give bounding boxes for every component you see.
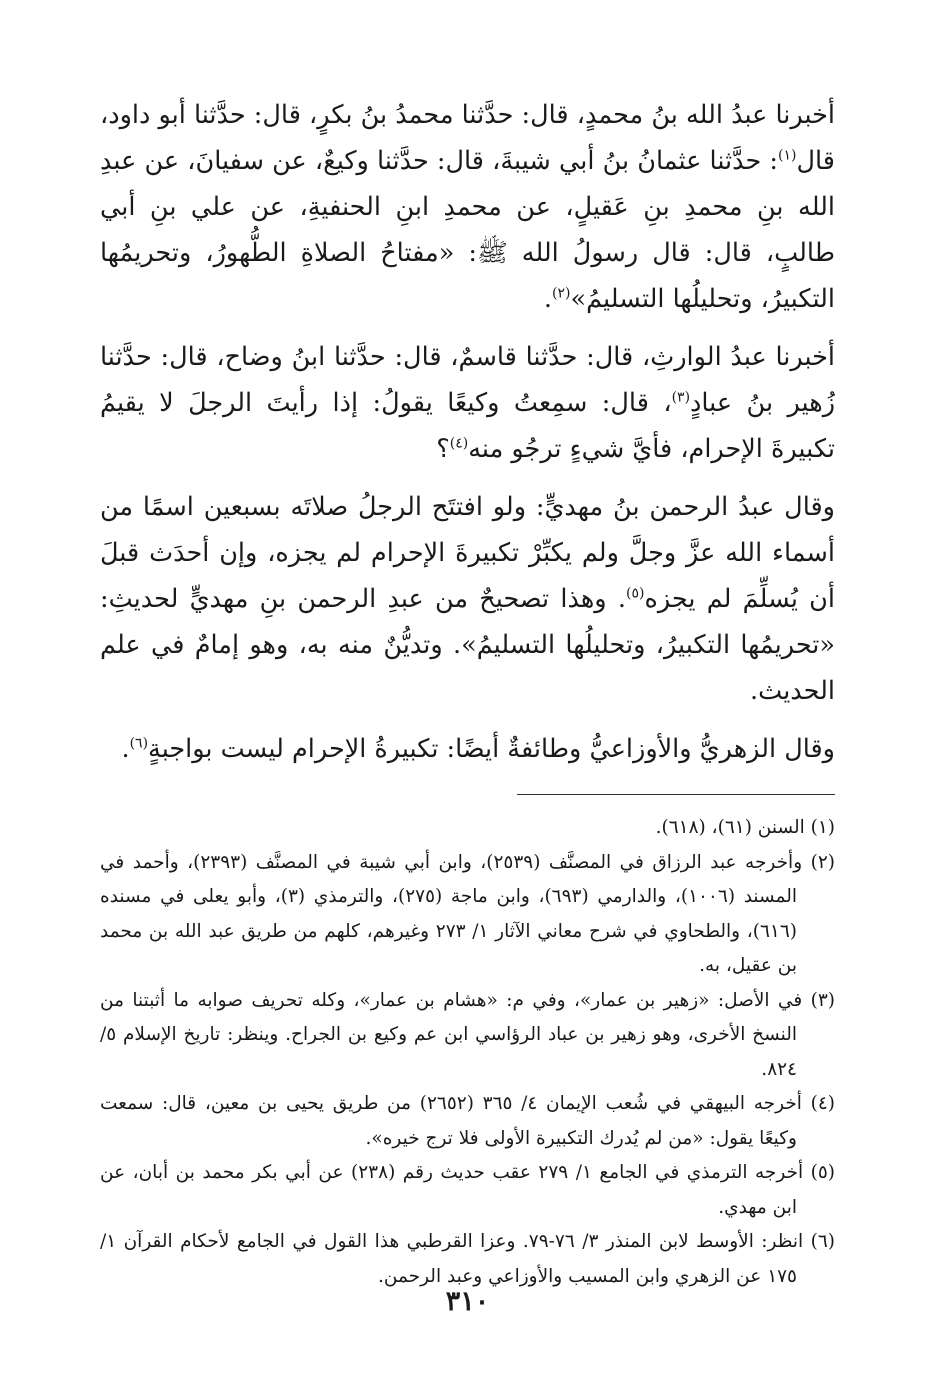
footnote-divider [517,794,835,795]
paragraph-3: وقال عبدُ الرحمن بنُ مهديٍّ: ولو افتتَح الرجلُ صلاتَه بسبعين اسمًا من أسماء الله عزَّ وجلَّ ولم يكبِّرْ تكبيرةَ الإحرام لم يجزه، وإن أحدَث قبلَ أن يُسلِّمَ لم يجزه$^{(٥)}$. وهذا تصحيحٌ من عبدِ الرحمن بنِ مهديٍّ لحديثِ: «تحريمُها التكبيرُ، وتحليلُها التسليمُ». وتديُّنٌ منه به، وهو إمامٌ في علم الحديث. [100,492,835,706]
footnote-3: (٣) في الأصل: «زهير بن عمار»، وفي م: «هشام بن عمار»، وكله تحريف صوابه ما أثبتنا من النسخ الأخرى، وهو زهير بن عباد الرؤاسي ابن عم وكيع بن الجراح. وينظر: تاريخ الإسلام ٥/ ٨٢٤. [100,989,835,1080]
footnote-ref-2: (٢) [552,285,571,302]
footnote-ref-5: (٥) [625,585,645,602]
main-text [100,92,835,772]
footnote-ref-6: (٦) [129,735,149,752]
footnote-1: (١) السنن (٦١)، (٦١٨). [655,817,835,838]
footnote-6: (٦) انظر: الأوسط لابن المنذر ٣/ ٧٦-٧٩. وعزا القرطبي هذا القول في الجامع لأحكام القرآن ١/ ١٧٥ عن الزهري وابن المسيب والأوزاعي وعبد الرحمن. [100,1231,835,1287]
paragraph-1: أخبرنا عبدُ الله بنُ محمدٍ، قال: حدَّثنا محمدُ بنُ بكرٍ، قال: حدَّثنا أبو داود، قال$^{(١)}$: حدَّثنا عثمانُ بنُ أبي شيبةَ، قال: حدَّثنا وكيعٌ، عن سفيانَ، عن عبدِ الله بنِ محمدِ بنِ عَقيلٍ، عن محمدِ ابنِ الحنفيةِ، عن علي بنِ أبي طالبٍ، قال: قال رسولُ الله ﷺ: «مفتاحُ الصلاةِ الطُّهورُ، وتحريمُها التكبيرُ، وتحليلُها التسليمُ»$^{(٢)}$. [100,100,835,314]
paragraph-2: أخبرنا عبدُ الوارثِ، قال: حدَّثنا قاسمٌ، قال: حدَّثنا ابنُ وضاح، قال: حدَّثنا زُهير بنُ عبادٍ$^{(٣)}$، قال: سمِعتُ وكيعًا يقولُ: إذا رأيتَ الرجلَ لا يقيمُ تكبيرةَ الإحرام، فأيَّ شيءٍ ترجُو منه$^{(٤)}$؟ [100,342,836,464]
footnote-5: (٥) أخرجه الترمذي في الجامع ١/ ٢٧٩ عقب حديث رقم (٢٣٨) عن أبي بكر محمد بن أبان، عن ابن مهدي. [100,1162,836,1218]
footnote-ref-1: (١) [778,147,797,164]
footnote-ref-3: (٣) [671,389,691,406]
paragraph-4: وقال الزهريُّ والأوزاعيُّ وطائفةٌ أيضًا: تكبيرةُ الإحرام ليست بواجبةٍ$^{(٦)}$. [121,734,835,764]
footnote-ref-4: (٤) [449,435,469,452]
footnote-2: (٢) وأخرجه عبد الرزاق في المصنَّف (٢٥٣٩)، وابن أبي شيبة في المصنَّف (٢٣٩٣)، وأحمد في المسند (١٠٠٦)، والدارمي (٦٩٣)، وابن ماجة (٢٧٥)، والترمذي (٣)، وأبو يعلى في مسنده (٦١٦)، والطحاوي في شرح معاني الآثار ١/ ٢٧٣ وغيرهم، كلهم من طريق عبد الله بن محمد بن عقيل، به. [100,851,835,976]
footnotes [100,811,835,1294]
page-number: ٣١٠ [445,1286,490,1317]
footnote-4: (٤) أخرجه البيهقي في شُعب الإيمان ٤/ ٣٦٥ (٢٦٥٢) من طريق يحيى بن معين، قال: سمعت وكيعًا يقول: «من لم يُدرك التكبيرة الأولى فلا ترج خيره». [100,1093,835,1149]
